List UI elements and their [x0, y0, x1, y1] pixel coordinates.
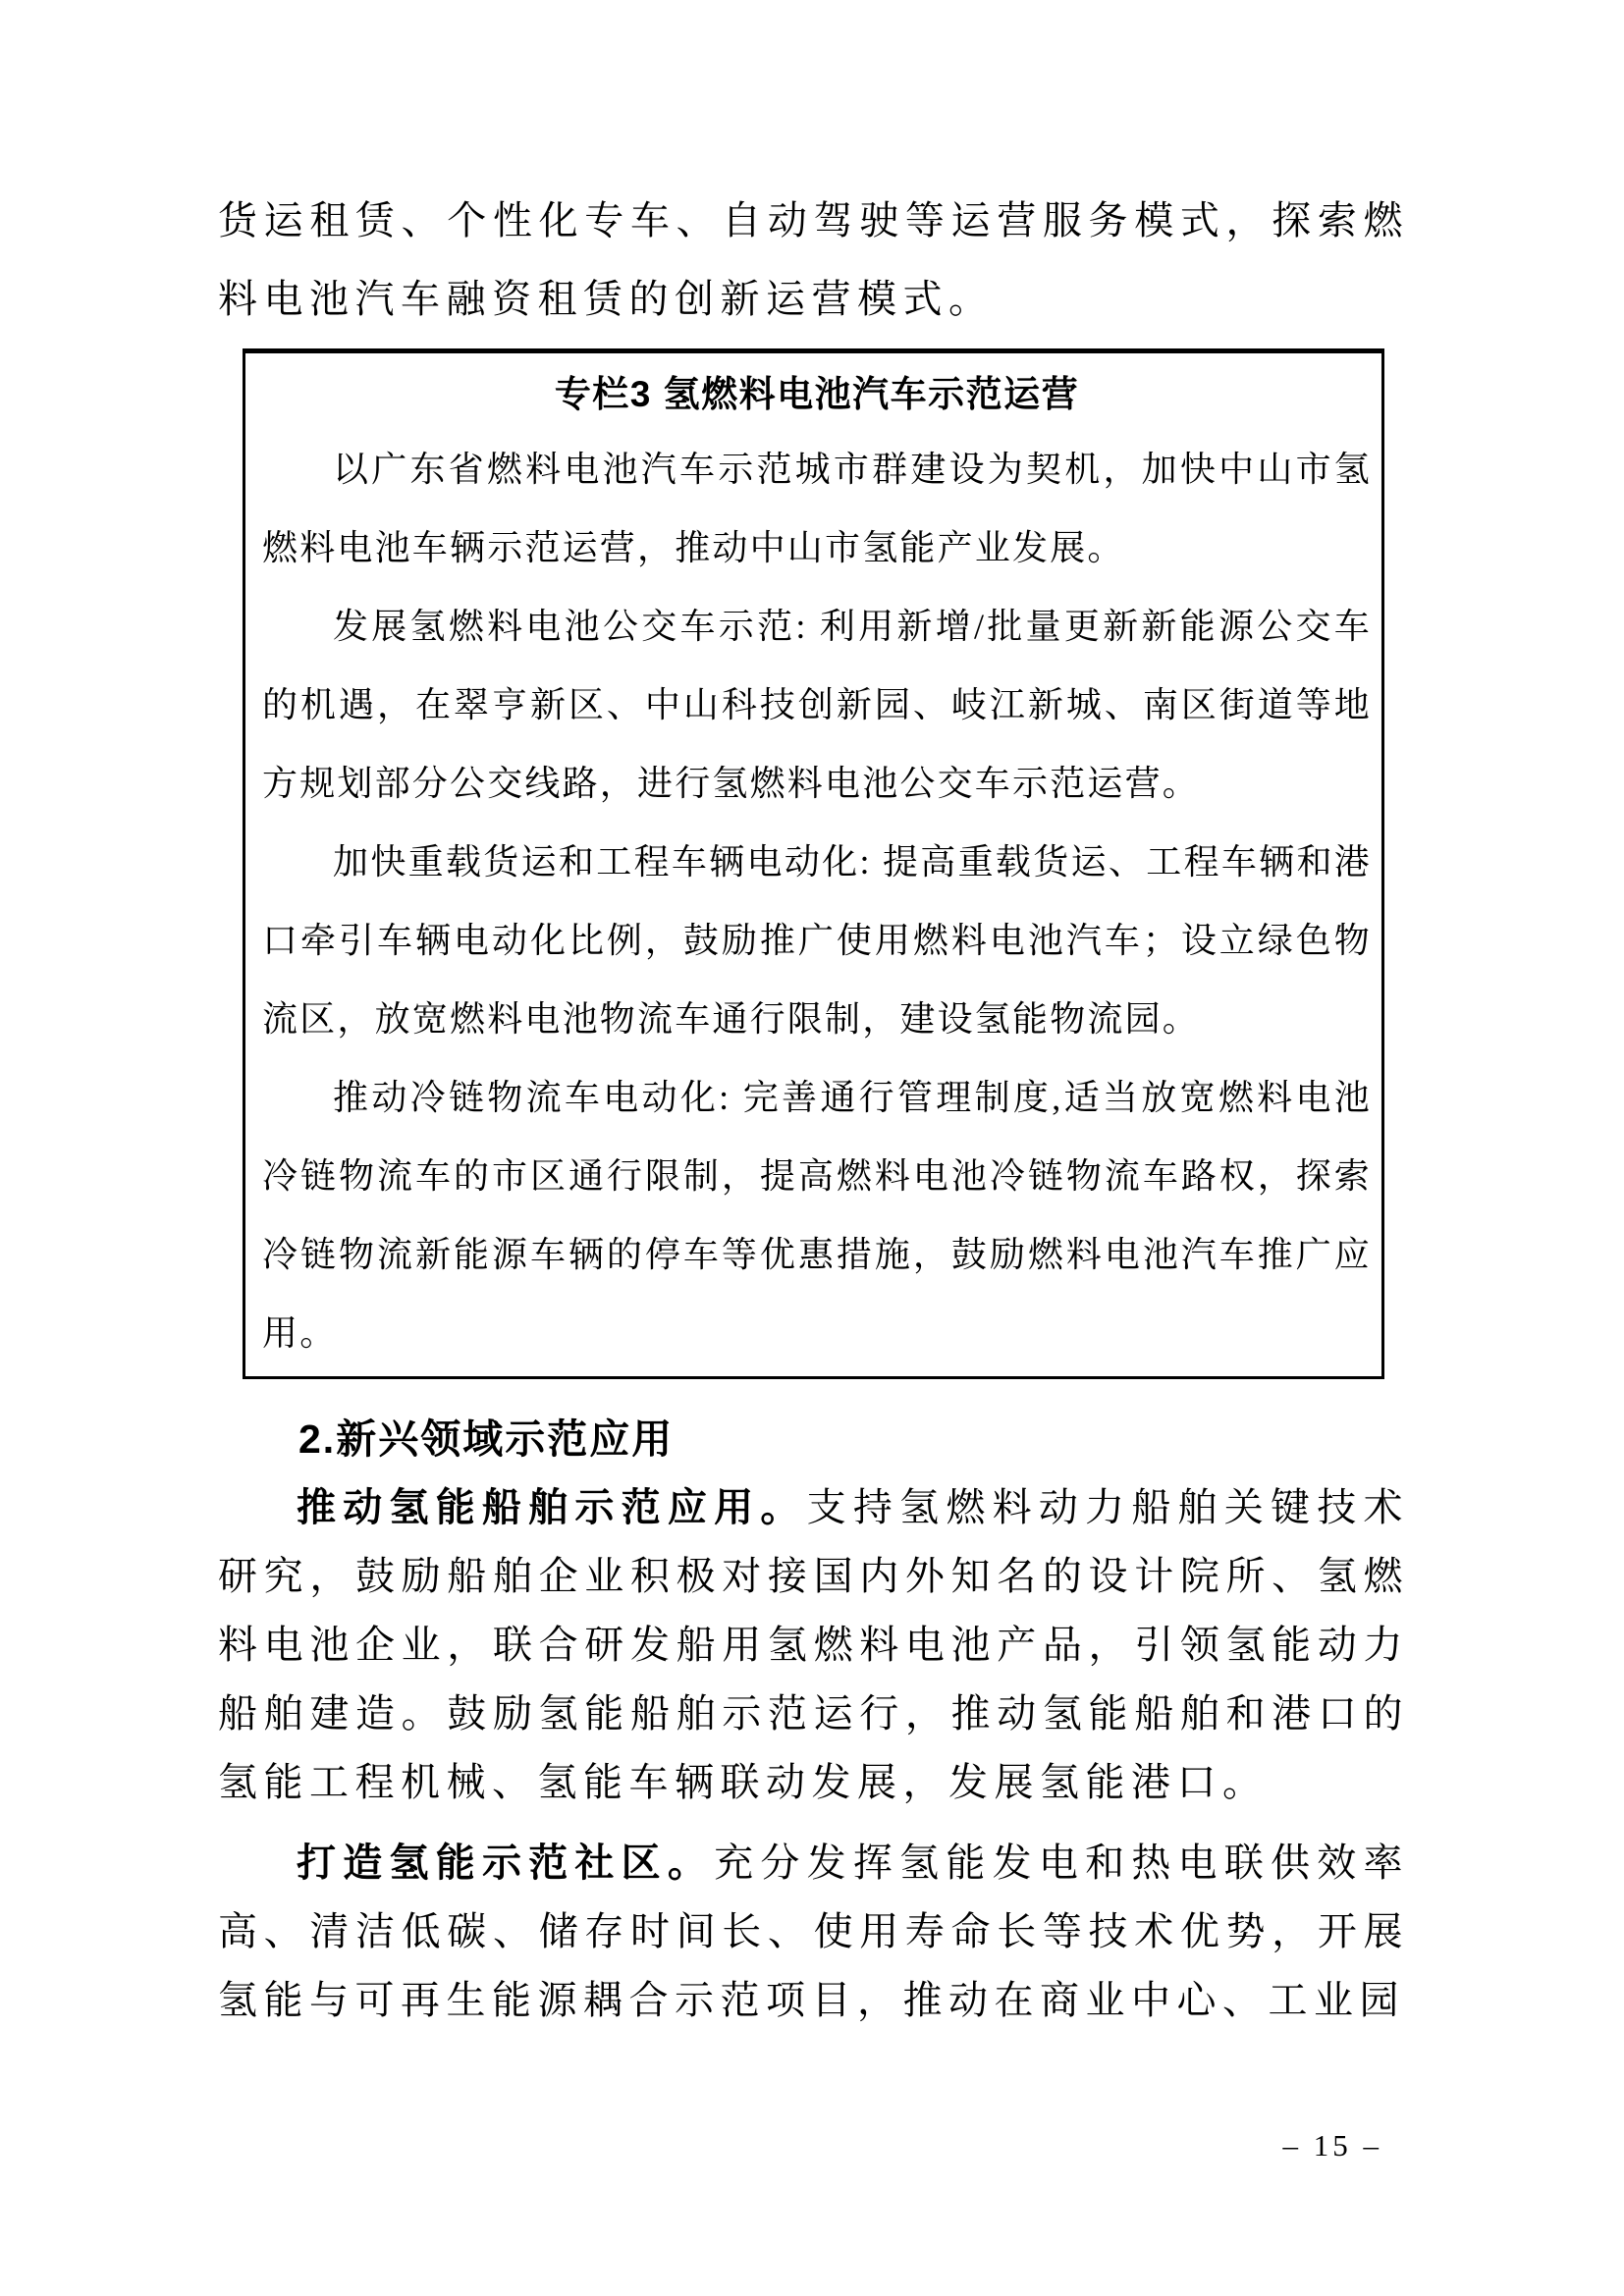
intro-paragraph: 货运租赁、个性化专车、自动驾驶等运营服务模式，探索燃料电池汽车融资租赁的创新运营模式。	[218, 198, 1409, 321]
callout-box-paragraph: 以广东省燃料电池汽车示范城市群建设为契机，加快中山市氢燃料电池车辆示范运营，推动中山市氢能产业发展。	[262, 450, 1372, 567]
callout-box-title: 专栏3 氢燃料电池汽车示范运营	[554, 374, 1080, 414]
page-number: – 15 –	[1282, 2128, 1382, 2163]
body-paragraph	[218, 1473, 1409, 1817]
paragraph-lead: 推动氢能船舶示范应用。	[297, 1486, 807, 1529]
page-content	[218, 182, 1409, 2035]
paragraph-body: 充分发挥氢能发电和热电联供效率高、清洁低碳、储存时间长、使用寿命长等技术优势，开展氢能与可再生能源耦合示范项目，推动在商业中心、工业园	[218, 1841, 1410, 2022]
callout-box-paragraph: 发展氢燃料电池公交车示范: 利用新增/批量更新新能源公交车的机遇，在翠亨新区、中山科技创新园、岐江新城、南区街道等地方规划部分公交线路，进行氢燃料电池公交车示范运营。	[262, 607, 1372, 803]
callout-box-paragraph: 加快重载货运和工程车辆电动化: 提高重载货运、工程车辆和港口牵引车辆电动化比例，鼓励推广使用燃料电池汽车；设立绿色物流区，放宽燃料电池物流车通行限制，建设氢能物流园。	[262, 842, 1372, 1039]
section-heading: 2.新兴领域示范应用	[298, 1416, 675, 1462]
callout-box	[243, 348, 1384, 1379]
body-paragraph	[218, 1829, 1409, 2035]
callout-box-paragraph: 推动冷链物流车电动化: 完善通行管理制度,适当放宽燃料电池冷链物流车的市区通行限制，提高燃料电池冷链物流车路权，探索冷链物流新能源车辆的停车等优惠措施，鼓励燃料电池汽车推广应用。	[262, 1078, 1372, 1353]
paragraph-body: 支持氢燃料动力船舶关键技术研究，鼓励船舶企业积极对接国内外知名的设计院所、氢燃料电池企业，联合研发船用氢燃料电池产品，引领氢能动力船舶建造。鼓励氢能船舶示范运行，推动氢能船舶和港口的氢能工程机械、氢能车辆联动发展，发展氢能港口。	[218, 1485, 1410, 1804]
paragraph-lead: 打造氢能示范社区。	[297, 1842, 715, 1885]
